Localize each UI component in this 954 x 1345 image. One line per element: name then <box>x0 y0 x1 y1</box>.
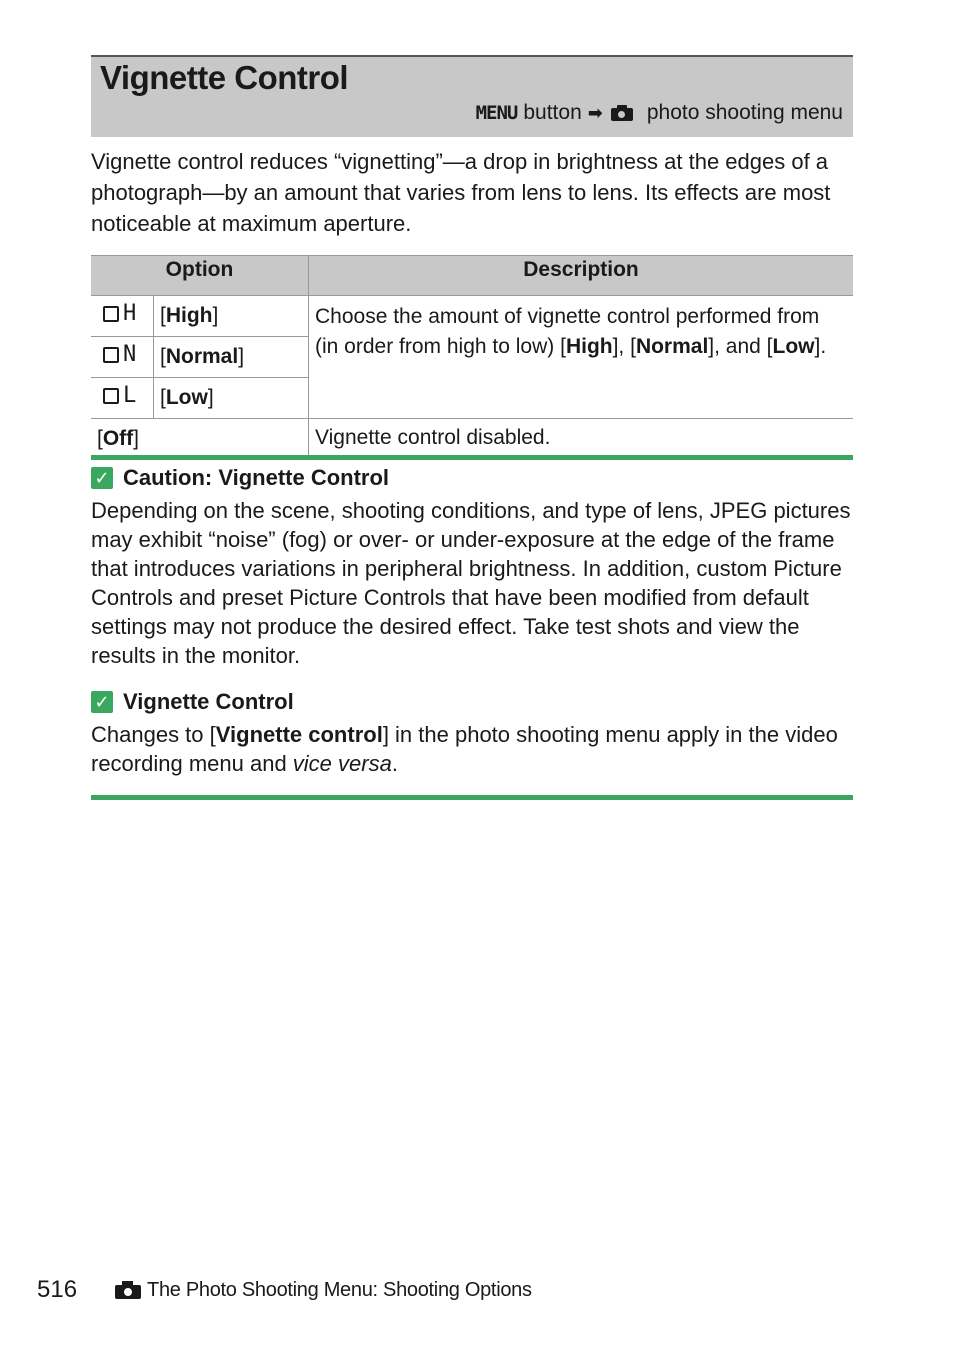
page-footer <box>37 1276 532 1304</box>
table-row: H [High] Choose the amount of vignette control performed from (in order from high to low) [High], [Normal], and [Low]. <box>91 296 853 337</box>
menu-path <box>476 101 843 125</box>
option-label: Low <box>165 386 208 409</box>
check-icon: ✓ <box>91 467 113 489</box>
shared-description: Choose the amount of vignette control performed from (in order from high to low) [High], [Normal], and [Low]. <box>309 296 854 419</box>
off-description: Vignette control disabled. <box>315 426 551 449</box>
option-label-off: Off <box>102 427 134 450</box>
table-row: [Off] Vignette control disabled. <box>91 419 853 460</box>
options-table <box>91 255 853 460</box>
check-icon: ✓ <box>91 691 113 713</box>
menu-destination: photo shooting menu <box>646 101 843 124</box>
table-row: N [Normal] <box>91 337 853 378</box>
vignette-low-icon: L <box>91 378 153 413</box>
section-divider-top <box>91 455 853 460</box>
menu-button-word: button <box>523 101 582 124</box>
title-bar <box>91 55 853 137</box>
table-row: L [Low] <box>91 378 853 419</box>
footer-section-link[interactable]: The Photo Shooting Menu: Shooting Options <box>147 1278 532 1301</box>
option-label: High <box>165 304 213 327</box>
caution-body: Depending on the scene, shooting conditions, and type of lens, JPEG pictures may exhibit “noise” (fog) or over- or under-exposure at the edge of the frame that introduces variations in peripheral brightness. In addition, custom Picture Controls and preset Picture Controls that have been modified from default settings may not produce the desired effect. Take test shots and view the results in the monitor. <box>91 498 851 668</box>
vignette-normal-icon: N <box>91 337 153 372</box>
caution-heading-text: Caution: Vignette Control <box>123 465 390 490</box>
arrow-icon: ➡ <box>587 102 603 123</box>
note-body: Changes to [Vignette control] in the photo shooting menu apply in the video recording menu and vice versa. <box>91 722 838 776</box>
page-title: Vignette Control <box>100 59 349 96</box>
option-label: Normal <box>165 345 239 368</box>
note-heading-text: Vignette Control <box>123 689 294 714</box>
column-header-option: Option <box>91 256 309 296</box>
caution-heading <box>91 465 389 491</box>
camera-icon <box>115 1281 141 1299</box>
note-heading <box>91 689 294 715</box>
menu-key-icon: MENU <box>475 102 518 124</box>
intro-paragraph: Vignette control reduces “vignetting”—a drop in brightness at the edges of a photograph—by an amount that varies from lens to lens. Its effects are most noticeable at maximum aperture. <box>91 149 831 236</box>
camera-icon <box>611 105 633 121</box>
page-number: 516 <box>37 1276 78 1303</box>
column-header-description: Description <box>309 256 854 296</box>
section-divider-bottom <box>91 795 853 800</box>
vignette-high-icon: H <box>91 296 153 331</box>
